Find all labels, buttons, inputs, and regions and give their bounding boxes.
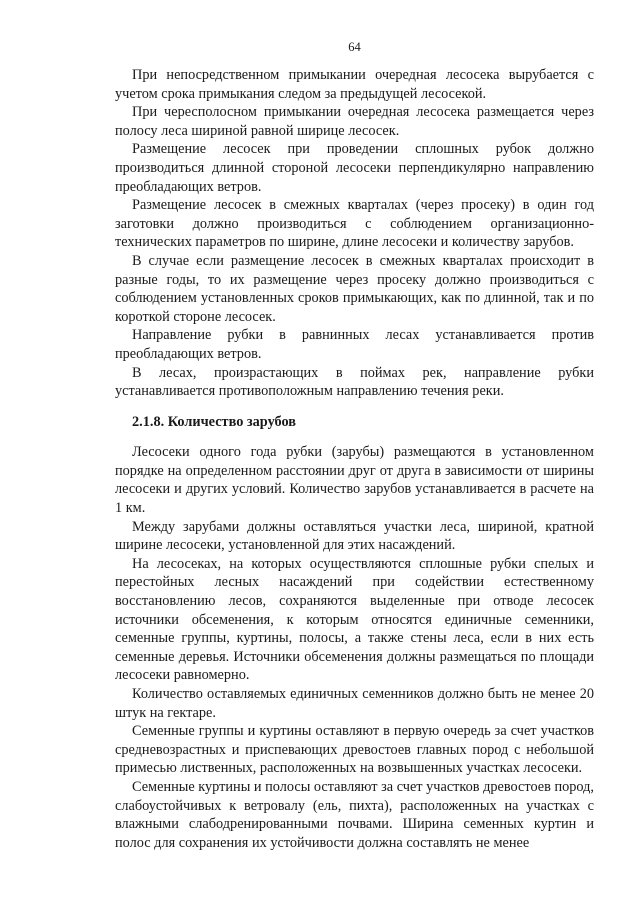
paragraph-forest-strips: Между зарубами должны оставляться участки леса, шириной, кратной ширине лесосеки, установленной для этих насаждений. bbox=[115, 518, 594, 554]
paragraph-different-years: В случае если размещение лесосек в смежных кварталах происходит в разные годы, то их размещение через просеку должно производиться с соблюдением установленных сроков примыкающих, как по длинной, так и по короткой стороне лесосек. bbox=[115, 252, 594, 325]
paragraph-adjacent-quarters: Размещение лесосек в смежных кварталах (через просеку) в один год заготовки должно производиться с соблюдением организационно-технических параметров по ширине, длине лесосеки и количеству зарубов. bbox=[115, 197, 594, 251]
paragraph-alternating-logging: При чересполосном примыкании очередная лесосека размещается через полосу леса шириной равной ширице лесосек. bbox=[115, 104, 594, 139]
paragraph-seed-sources: На лесосеках, на которых осуществляются сплошные рубки спелых и перестойных лесных насаждений при содействии естественному восстановлению лесов, сохраняются выделенные при отводе лесосек источники обсеменения, к которым относятся единичные семенники, семенные группы, куртины, полосы, а также стены леса, если в них есть семенные деревья. Источники обсеменения должны размещаться по площади лесосеки равномерно. bbox=[115, 555, 594, 684]
paragraph-seed-groups: Семенные группы и куртины оставляют в первую очередь за счет участков средневозрастных и приспевающих древостоев главных пород с небольшой примесью лиственных, расположенных на возвышенных участках лесосеки. bbox=[115, 723, 594, 777]
document-body bbox=[115, 66, 594, 852]
section-heading: 2.1.8. Количество зарубов bbox=[132, 413, 297, 430]
page-number: 64 bbox=[348, 40, 361, 54]
paragraph-seed-strips: Семенные куртины и полосы оставляют за счет участков древостоев пород, слабоустойчивых к ветровалу (ель, пихта), расположенных на участках с влажными слабодренированными почвами. Ширина семенных куртин и полос для сохранения их устойчивости должна составлять не менее bbox=[115, 778, 594, 851]
paragraph-annual-cuts: Лесосеки одного года рубки (зарубы) размещаются в установленном порядке на определенном расстоянии друг от друга в зависимости от ширины лесосеки и других условий. Количество зарубов устанавливается в расчете на 1 км. bbox=[115, 444, 594, 517]
paragraph-floodplain-forests: В лесах, произрастающих в поймах рек, направление рубки устанавливается противоположным направлению течения реки. bbox=[115, 364, 594, 400]
paragraph-plain-forests: Направление рубки в равнинных лесах устанавливается против преобладающих ветров. bbox=[115, 327, 594, 362]
paragraph-seed-tree-count: Количество оставляемых единичных семенников должно быть не менее 20 штук на гектаре. bbox=[115, 686, 594, 721]
paragraph-clearcut-placement: Размещение лесосек при проведении сплошных рубок должно производиться длинной стороной лесосеки перпендикулярно направлению преобладающих ветров. bbox=[115, 141, 594, 195]
paragraph-adjacent-logging: При непосредственном примыкании очередная лесосека вырубается с учетом срока примыкания следом за предыдущей лесосекой. bbox=[115, 67, 594, 102]
